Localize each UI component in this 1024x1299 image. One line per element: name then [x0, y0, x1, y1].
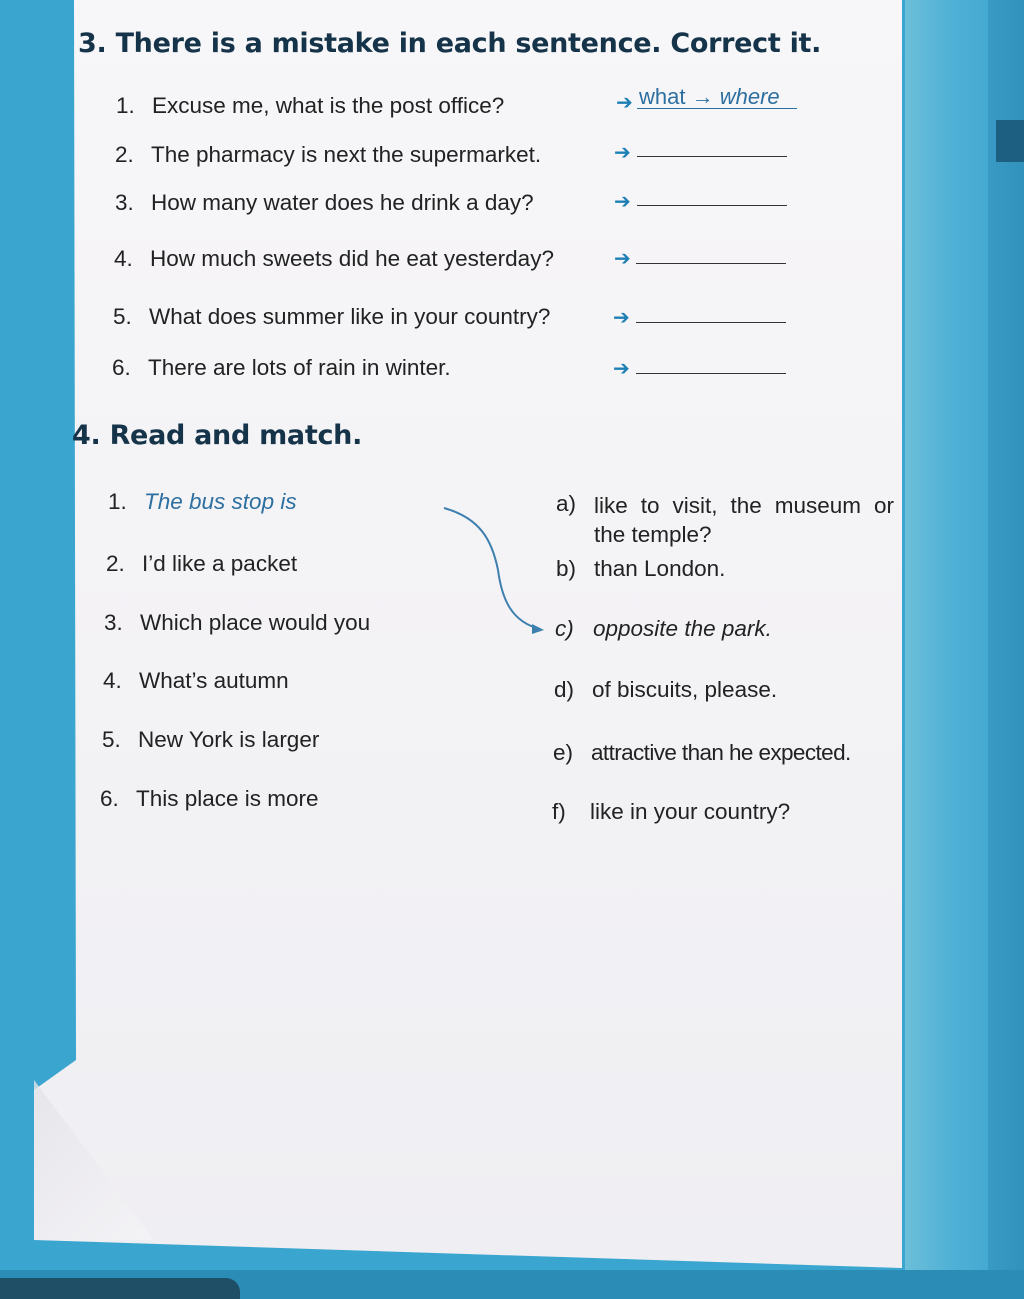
answer-blank-6[interactable] — [636, 373, 786, 374]
ex4-option-letter: b) — [556, 556, 577, 581]
arrow-icon: ➔ — [614, 142, 631, 164]
ex3-item-number: 5. — [113, 304, 132, 329]
ex4-option-d — [554, 677, 777, 703]
ex4-option-letter: f) — [552, 799, 566, 824]
ex3-item-6 — [112, 355, 451, 381]
ex4-option-text: attractive than he expected. — [591, 740, 851, 765]
background-book-notch — [996, 120, 1024, 162]
ex4-option-f — [552, 799, 790, 825]
ex3-item-text: Excuse me, what is the post office? — [152, 93, 505, 118]
arrow-icon: ➔ — [614, 248, 631, 270]
ex3-item-3 — [115, 190, 534, 216]
ex4-left-number: 3. — [104, 610, 123, 635]
ex4-option-text: of biscuits, please. — [592, 677, 778, 702]
answer-underline-1 — [637, 108, 797, 109]
ex4-left-item-1 — [108, 489, 297, 515]
ex4-left-item-6 — [100, 786, 319, 812]
ex3-item-number: 2. — [115, 142, 134, 167]
ex3-item-number: 3. — [115, 190, 134, 215]
ex3-item-number: 4. — [114, 246, 133, 271]
ex4-option-letter: c) — [555, 616, 574, 641]
arrow-icon: ➔ — [616, 92, 633, 114]
exercise-4-heading — [72, 420, 362, 451]
ex3-item-text: The pharmacy is next the supermarket. — [151, 142, 542, 167]
ex4-option-letter: d) — [554, 677, 575, 702]
exercise-3-number: 3. — [78, 28, 107, 59]
ex4-left-item-2 — [106, 551, 297, 577]
ex4-left-item-3 — [104, 610, 370, 636]
ex3-item-number: 1. — [116, 93, 135, 118]
background-right-edge — [988, 0, 1024, 1299]
ex3-item-text: There are lots of rain in winter. — [148, 355, 451, 380]
ex4-left-item-4 — [103, 668, 289, 694]
answer-correct-word: where — [719, 84, 780, 109]
ex3-item-text: How many water does he drink a day? — [151, 190, 534, 215]
arrow-icon: ➔ — [613, 358, 630, 380]
ex4-option-text: like to visit, the museum or the temple? — [594, 493, 894, 547]
ex4-option-e — [553, 740, 851, 766]
ex4-left-text: Which place would you — [140, 610, 371, 635]
ex4-left-number: 6. — [100, 786, 119, 811]
ex3-item-number: 6. — [112, 355, 131, 380]
ex4-option-a — [556, 491, 894, 549]
ex4-left-text: What’s autumn — [139, 668, 289, 693]
ex3-item-text: What does summer like in your country? — [149, 304, 551, 329]
ex4-option-letter: e) — [553, 740, 574, 765]
ex3-item-2 — [115, 142, 541, 168]
ex4-left-text: I’d like a packet — [142, 551, 298, 576]
ex4-option-text: like in your country? — [590, 799, 791, 824]
answer-blank-4[interactable] — [636, 263, 786, 264]
arrow-icon: ➔ — [614, 191, 631, 213]
answer-wrong-word: what — [639, 84, 686, 109]
exercise-3-title: There is a mistake in each sentence. Correct it. — [115, 28, 822, 59]
ex4-left-number: 2. — [106, 551, 125, 576]
arrow-icon: ➔ — [613, 307, 630, 329]
ex4-option-letter: a) — [556, 491, 577, 516]
ex4-left-text: This place is more — [136, 786, 319, 811]
match-arrow-icon — [440, 500, 550, 640]
answer-blank-3[interactable] — [637, 205, 787, 206]
exercise-3-heading — [78, 28, 821, 59]
ex3-item-4 — [114, 246, 554, 272]
ex3-item-5 — [113, 304, 550, 330]
page-number-tab — [0, 1278, 240, 1299]
exercise-4-number: 4. — [72, 420, 101, 451]
answer-blank-2[interactable] — [637, 156, 787, 157]
ex3-item-text: How much sweets did he eat yesterday? — [150, 246, 554, 271]
ex4-left-number: 4. — [103, 668, 122, 693]
answer-blank-5[interactable] — [636, 322, 786, 323]
ex4-option-text: than London. — [594, 556, 726, 581]
ex4-left-text: New York is larger — [138, 727, 320, 752]
ex4-left-item-5 — [102, 727, 319, 753]
ex4-left-text: The bus stop is — [144, 489, 297, 514]
ex4-option-text: opposite the park. — [593, 616, 772, 641]
answer-arrow-icon: → — [691, 84, 714, 109]
ex3-item-1 — [116, 93, 504, 119]
ex4-left-number: 1. — [108, 489, 127, 514]
ex4-option-c — [555, 616, 772, 642]
ex4-option-b — [556, 556, 725, 582]
exercise-4-title: Read and match. — [109, 420, 363, 451]
ex3-answer-1 — [639, 84, 780, 110]
ex4-left-number: 5. — [102, 727, 121, 752]
